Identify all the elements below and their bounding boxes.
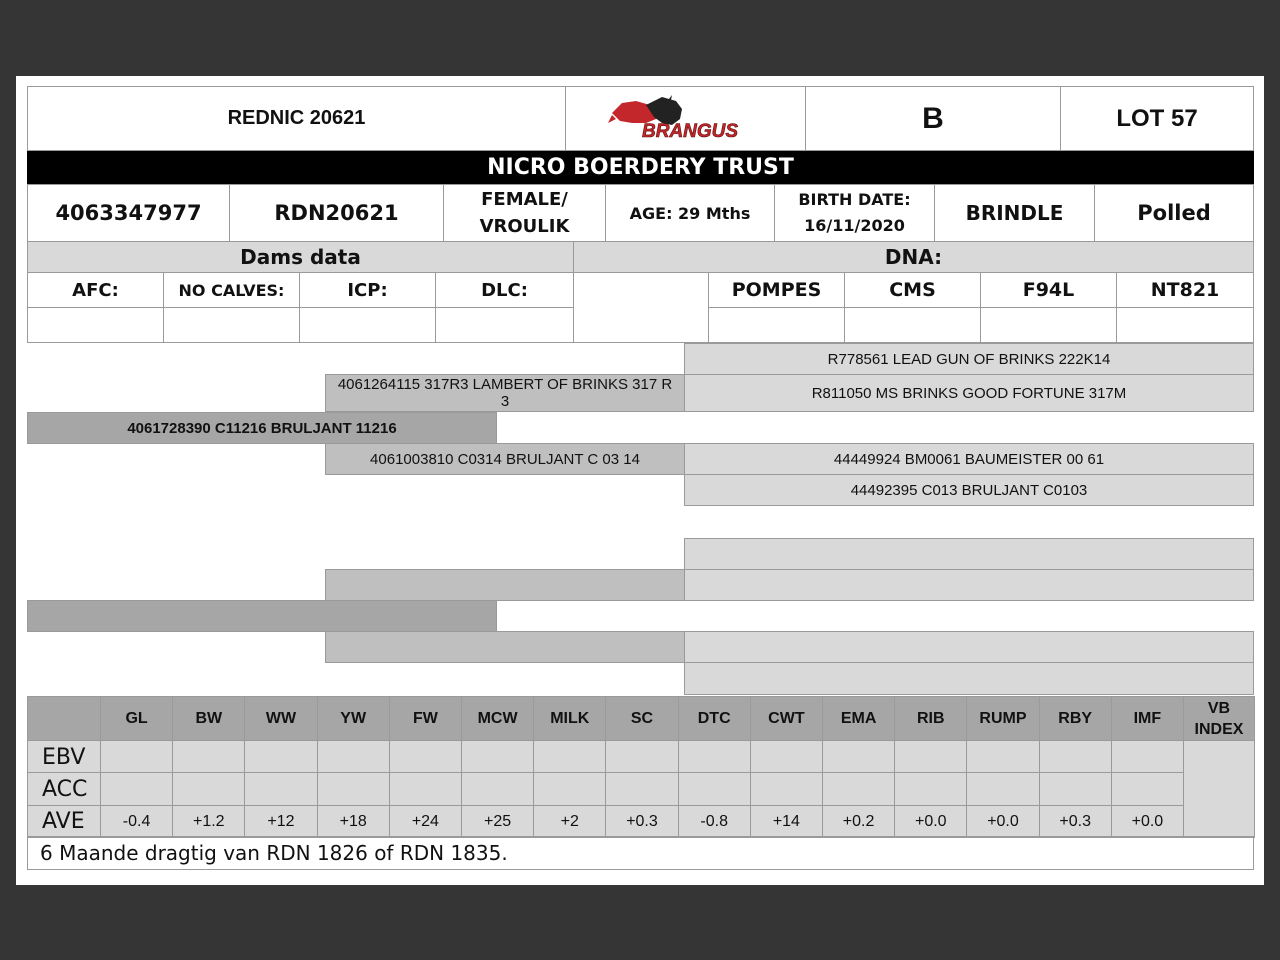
brangus-logo xyxy=(565,86,806,151)
ebv-header-yw: YW xyxy=(317,696,390,742)
birth-date-value: 16/11/2020 xyxy=(804,216,905,235)
ebv-acc-dtc xyxy=(678,772,751,807)
ebv-ave-dtc: -0.8 xyxy=(678,805,751,838)
ebv-ave-fw: +24 xyxy=(389,805,462,838)
dams-col-dlc: DLC: xyxy=(435,272,574,308)
dna-blank xyxy=(573,272,709,343)
ebv-ebv-mcw xyxy=(461,740,534,774)
pedigree-sire-sire-dam: R811050 MS BRINKS GOOD FORTUNE 317M xyxy=(684,374,1254,412)
brangus-logo-icon xyxy=(606,93,766,145)
logo-text: BRANGUS xyxy=(641,120,738,142)
color: BRINDLE xyxy=(934,184,1095,242)
ebv-header-sc: SC xyxy=(605,696,678,742)
ebv-header-ema: EMA xyxy=(822,696,895,742)
reg-code: RDN20621 xyxy=(229,184,444,242)
ebv-ave-milk: +2 xyxy=(533,805,606,838)
dams-value-no-calves xyxy=(163,307,300,343)
ebv-header-fw: FW xyxy=(389,696,462,742)
ebv-header-vb-index xyxy=(1183,696,1255,742)
ebv-ebv-bw xyxy=(172,740,245,774)
ebv-header-rib: RIB xyxy=(894,696,967,742)
ebv-ebv-cwt xyxy=(750,740,823,774)
ebv-header-ww: WW xyxy=(244,696,317,742)
ebv-ebv-ww xyxy=(244,740,317,774)
ebv-acc-ema xyxy=(822,772,895,807)
ebv-acc-rib xyxy=(894,772,967,807)
ebv-ave-rib: +0.0 xyxy=(894,805,967,838)
ebv-ave-gl: -0.4 xyxy=(100,805,173,838)
birth-date xyxy=(774,184,935,242)
pedigree-sire-dam: 4061003810 C0314 BRULJANT C 03 14 xyxy=(325,443,685,475)
pedigree-sire-sire-sire: R778561 LEAD GUN OF BRINKS 222K14 xyxy=(684,343,1254,375)
dna-value-pompes xyxy=(708,307,845,343)
ebv-ebv-sc xyxy=(605,740,678,774)
ebv-ebv-dtc xyxy=(678,740,751,774)
ebv-row-label-ebv: EBV xyxy=(27,740,101,774)
ebv-acc-mcw xyxy=(461,772,534,807)
ebv-ebv-fw xyxy=(389,740,462,774)
dams-col-afc: AFC: xyxy=(27,272,164,308)
ebv-corner xyxy=(27,696,101,742)
dna-value-f94l xyxy=(980,307,1117,343)
pedigree-dam-dam-sire xyxy=(684,631,1254,663)
ebv-header-rby: RBY xyxy=(1039,696,1112,742)
dna-value-cms xyxy=(844,307,981,343)
lot-number: LOT 57 xyxy=(1060,86,1254,151)
ebv-header-milk: MILK xyxy=(533,696,606,742)
ebv-ebv-milk xyxy=(533,740,606,774)
ebv-header-cwt: CWT xyxy=(750,696,823,742)
ebv-header-mcw: MCW xyxy=(461,696,534,742)
dna-col-cms: CMS xyxy=(844,272,981,308)
note: 6 Maande dragtig van RDN 1826 of RDN 1835. xyxy=(27,836,1254,870)
ebv-header-rump: RUMP xyxy=(966,696,1039,742)
pedigree-dam xyxy=(27,600,497,632)
ebv-ebv-gl xyxy=(100,740,173,774)
pedigree-sire-dam-sire: 44449924 BM0061 BAUMEISTER 00 61 xyxy=(684,443,1254,475)
ebv-ebv-rby xyxy=(1039,740,1112,774)
ebv-acc-rump xyxy=(966,772,1039,807)
ebv-ave-ema: +0.2 xyxy=(822,805,895,838)
ebv-acc-milk xyxy=(533,772,606,807)
ebv-header-imf: IMF xyxy=(1111,696,1184,742)
dna-title: DNA: xyxy=(573,241,1254,273)
ebv-acc-gl xyxy=(100,772,173,807)
dna-col-pompes: POMPES xyxy=(708,272,845,308)
ebv-acc-rby xyxy=(1039,772,1112,807)
dams-value-afc xyxy=(27,307,164,343)
sex-line2: VROULIK xyxy=(479,216,570,237)
ebv-header-gl: GL xyxy=(100,696,173,742)
ebv-ebv-ema xyxy=(822,740,895,774)
ebv-header-bw: BW xyxy=(172,696,245,742)
pedigree-dam-dam xyxy=(325,631,685,663)
pedigree-dam-dam-dam xyxy=(684,662,1254,695)
sex-line1: FEMALE/ xyxy=(481,189,568,210)
pedigree-sire: 4061728390 C11216 BRULJANT 11216 xyxy=(27,412,497,444)
ebv-row-label-ave: AVE xyxy=(27,805,101,838)
ebv-ave-rump: +0.0 xyxy=(966,805,1039,838)
animal-name: REDNIC 20621 xyxy=(27,86,566,151)
ebv-acc-cwt xyxy=(750,772,823,807)
ebv-acc-imf xyxy=(1111,772,1184,807)
ebv-ave-cwt: +14 xyxy=(750,805,823,838)
ebv-ebv-rump xyxy=(966,740,1039,774)
horn-status: Polled xyxy=(1094,184,1254,242)
vb-index-line1: VB xyxy=(1207,700,1231,717)
dna-col-f94l: F94L xyxy=(980,272,1117,308)
age: AGE: 29 Mths xyxy=(605,184,775,242)
ebv-ave-imf: +0.0 xyxy=(1111,805,1184,838)
dams-value-dlc xyxy=(435,307,574,343)
ebv-row-label-acc: ACC xyxy=(27,772,101,807)
ebv-ave-bw: +1.2 xyxy=(172,805,245,838)
sex xyxy=(443,184,606,242)
ebv-vb-index-value xyxy=(1183,740,1255,838)
ebv-ave-rby: +0.3 xyxy=(1039,805,1112,838)
ebv-acc-yw xyxy=(317,772,390,807)
ebv-acc-ww xyxy=(244,772,317,807)
dams-value-icp xyxy=(299,307,436,343)
grade: B xyxy=(805,86,1061,151)
dna-col-nt821: NT821 xyxy=(1116,272,1254,308)
ebv-acc-fw xyxy=(389,772,462,807)
dna-value-nt821 xyxy=(1116,307,1254,343)
dams-col-no-calves: NO CALVES: xyxy=(163,272,300,308)
pedigree-sire-sire: 4061264115 317R3 LAMBERT OF BRINKS 317 R 3 xyxy=(325,374,685,412)
ebv-ebv-rib xyxy=(894,740,967,774)
id-number: 4063347977 xyxy=(27,184,230,242)
ebv-header-dtc: DTC xyxy=(678,696,751,742)
ebv-acc-sc xyxy=(605,772,678,807)
dams-data-title: Dams data xyxy=(27,241,574,273)
dams-col-icp: ICP: xyxy=(299,272,436,308)
breeder-banner: NICRO BOERDERY TRUST xyxy=(27,151,1254,184)
vb-index-line2: INDEX xyxy=(1194,721,1244,738)
ebv-ebv-imf xyxy=(1111,740,1184,774)
birth-label: BIRTH DATE: xyxy=(798,190,911,209)
ebv-ave-yw: +18 xyxy=(317,805,390,838)
ebv-ebv-yw xyxy=(317,740,390,774)
pedigree-sire-dam-dam: 44492395 C013 BRULJANT C0103 xyxy=(684,474,1254,506)
lot-card xyxy=(16,76,1264,885)
pedigree-dam-sire-dam xyxy=(684,569,1254,601)
ebv-ave-ww: +12 xyxy=(244,805,317,838)
ebv-ave-mcw: +25 xyxy=(461,805,534,838)
ebv-ave-sc: +0.3 xyxy=(605,805,678,838)
pedigree-dam-sire-sire xyxy=(684,538,1254,570)
pedigree-dam-sire xyxy=(325,569,685,601)
ebv-acc-bw xyxy=(172,772,245,807)
